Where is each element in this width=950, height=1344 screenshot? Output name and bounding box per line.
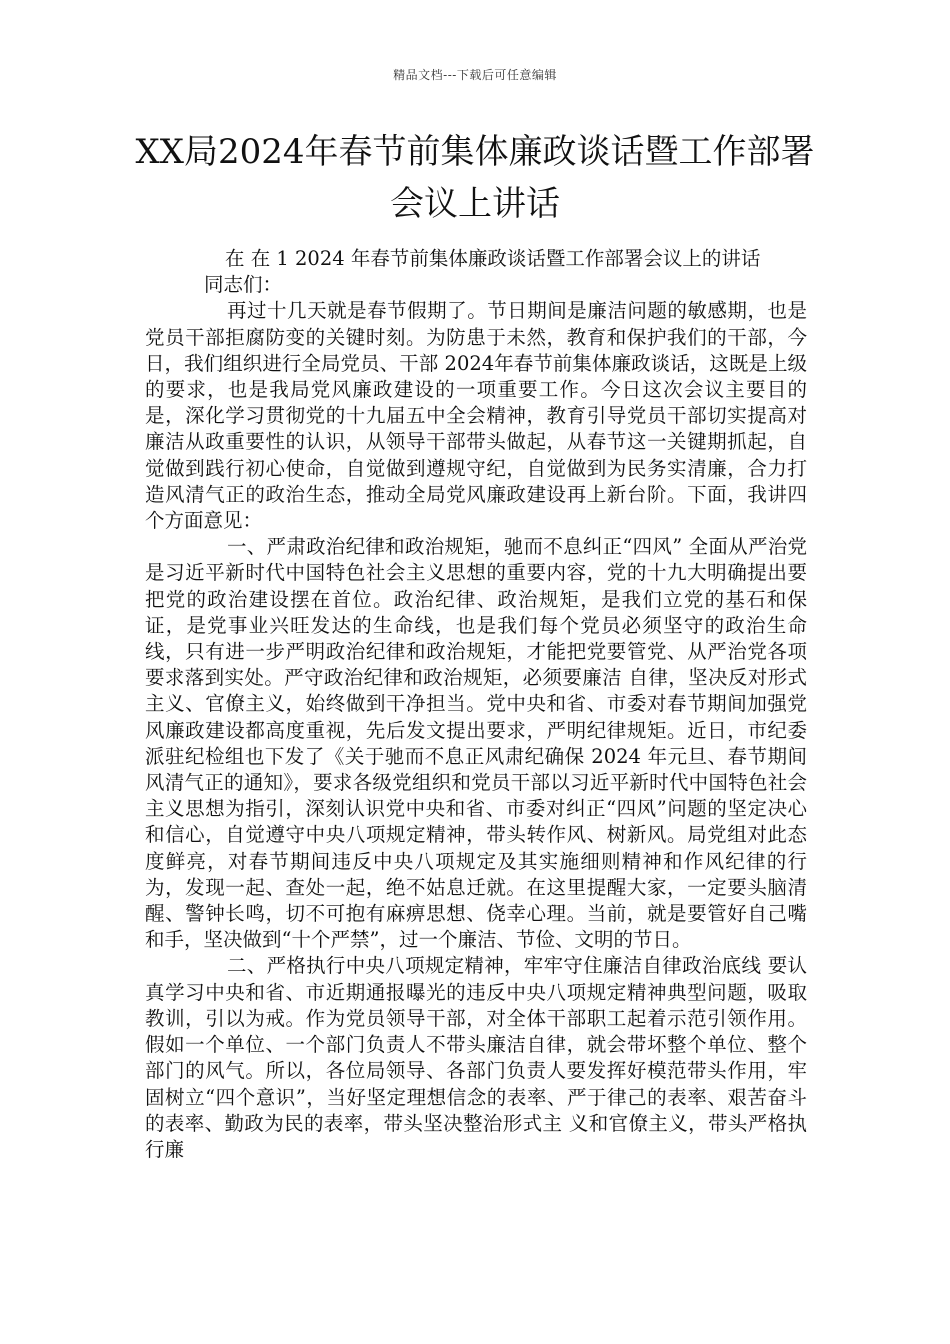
header-note: 精品文档---下载后可任意编辑 — [393, 68, 557, 82]
speech-heading-paragraph: 在 在 1 2024 年春节前集体廉政谈话暨工作部署会议上的讲话 — [225, 247, 761, 270]
document-body — [145, 246, 807, 1163]
intro-paragraph: 再过十几天就是春节假期了。节日期间是廉洁问题的敏感期，也是党员干部拒腐防变的关键时刻。为防患于未然，教育和保护我们的干部，今日，我们组织进行全局党员、干部 2024年春节前集体廉政谈话，这既是上级的要求，也是我局党风廉政建设的一项重要工作。今日这次会议主要目的是，深化学习贯彻党的十九届五中全会精神，教育引导党员干部切实提高对廉洁从政重要性的认识，从领导干部带头做起，从春节这一关键期抓起，自觉做到践行初心使命，自觉做到遵规守纪，自觉做到为民务实清廉，合力打造风清气正的政治生态，推动全局党风廉政建设再上新台阶。下面，我讲四个方面意见： — [145, 299, 807, 533]
document-title: XX局2024年春节前集体廉政谈话暨工作部署会议上讲话 — [135, 132, 815, 224]
salutation-paragraph: 同志们： — [204, 273, 283, 297]
section-one-paragraph: 一、严肃政治纪律和政治规矩，驰而不息纠正“四风” 全面从严治党是习近平新时代中国特色社会主义思想的重要内容，党的十九大明确提出要把党的政治建设摆在首位。政治纪律、政治规矩，是我们立党的基石和保证，是党事业兴旺发达的生命线，也是我们每个党员必须坚守的政治生命线，只有进一步严明政治纪律和政治规矩，才能把党要管党、从严治党各项要求落到实处。严守政治纪律和政治规矩，必须要廉洁 自律，坚决反对形式主义、官僚主义，始终做到干净担当。党中央和省、市委对春节期间加强党风廉政建设都高度重视，先后发文提出要求，严明纪律规矩。近日，市纪委派驻纪检组也下发了《关于驰而不息正风肃纪确保 2024 年元旦、春节期间风清气正的通知》，要求各级党组织和党员干部以习近平新时代中国特色社会主义思想为指引，深刻认识党中央和省、市委对纠正“四风”问题的坚定决心和信心，自觉遵守中央八项规定精神，带头转作风、树新风。局党组对此态度鲜亮，对春节期间违反中央八项规定及其实施细则精神和作风纪律的行为，发现一起、查处一起，绝不姑息迁就。在这里提醒大家，一定要头脑清醒、警钟长鸣，切不可抱有麻痹思想、侥幸心理。当前，就是要管好自己嘴和手，坚决做到“十个严禁”，过一个廉洁、节俭、文明的节日。 — [145, 535, 807, 952]
section-two-paragraph: 二、严格执行中央八项规定精神，牢牢守住廉洁自律政治底线 要认真学习中央和省、市近期通报曝光的违反中央八项规定精神典型问题，吸取教训，引以为戒。作为党员领导干部，对全体干部职工起着示范引领作用。假如一个单位、一个部门负责人不带头廉洁自律，就会带坏整个单位、整个部门的风气。所以，各位局领导、各部门负责人要发挥好模范带头作用，牢固树立“四个意识”，当好坚定理想信念的表率、严于律己的表率、艰苦奋斗的表率、勤政为民的表率，带头坚决整治形式主 义和官僚主义，带头严格执行廉 — [145, 954, 807, 1161]
